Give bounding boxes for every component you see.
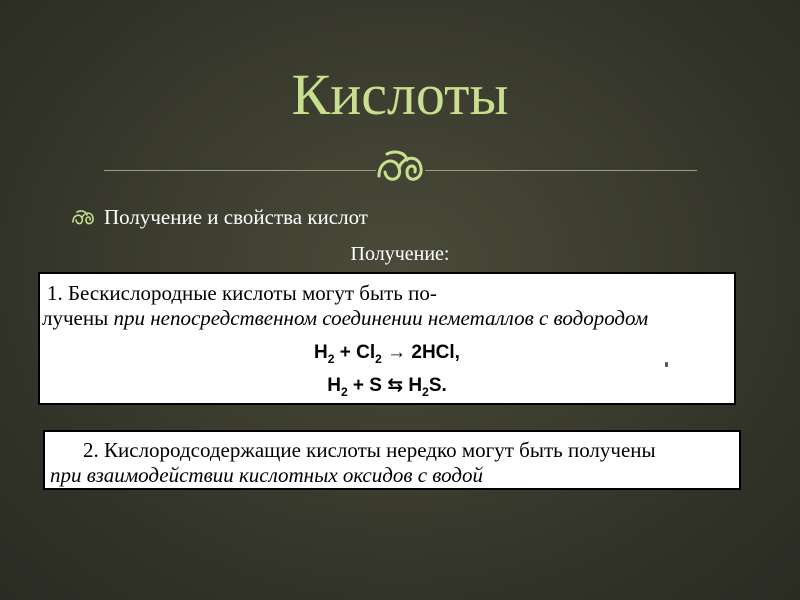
box2-line1: 2. Кислородсодержащие кислоты нередко могут быть получены [83, 438, 656, 462]
oxyacids-box [43, 430, 741, 490]
box1-line2 [42, 306, 648, 331]
box1-line2-plain: лучены [42, 306, 109, 330]
eq1-arrow: → [381, 342, 412, 363]
box1-line2-italic: при непосредственном соединении неметаллов с водородом [113, 306, 649, 330]
equation-hcl [40, 342, 734, 366]
bullet-text: Получение и свойства кислот [104, 205, 368, 229]
eq1-h-sub: 2 [327, 351, 335, 366]
eq2-arrow: ⇆ [387, 375, 404, 396]
eq1-cl-sub: 2 [375, 351, 382, 366]
equation-h2s [40, 374, 734, 399]
eq2-s: + S [347, 375, 388, 396]
eq2-product-h: H [403, 375, 423, 396]
eq2-product-sub: 2 [422, 384, 429, 399]
eq2-product-s: S. [428, 375, 447, 396]
box2-line2 [50, 463, 483, 488]
subheading: Получение: [350, 243, 450, 265]
slide-title: Кислоты [291, 62, 509, 127]
swirl-bullet-icon [70, 208, 98, 228]
scan-speck [665, 362, 668, 367]
eq1-product: 2HCl, [411, 342, 460, 363]
eq2-h-sub: 2 [340, 384, 348, 399]
eq1-h: H [314, 342, 328, 363]
title-divider-right [425, 170, 697, 171]
eq1-cl: + Cl [334, 342, 376, 363]
bullet-item [70, 205, 368, 230]
swirl-ornament-icon [373, 146, 429, 188]
eq2-h: H [327, 375, 341, 396]
box1-line1: 1. Бескислородные кислоты могут быть по- [47, 281, 437, 305]
binary-acids-box [38, 272, 736, 405]
title-divider-left [104, 170, 376, 171]
box2-line2-italic: при взаимодействии кислотных оксидов с водой [50, 463, 483, 487]
